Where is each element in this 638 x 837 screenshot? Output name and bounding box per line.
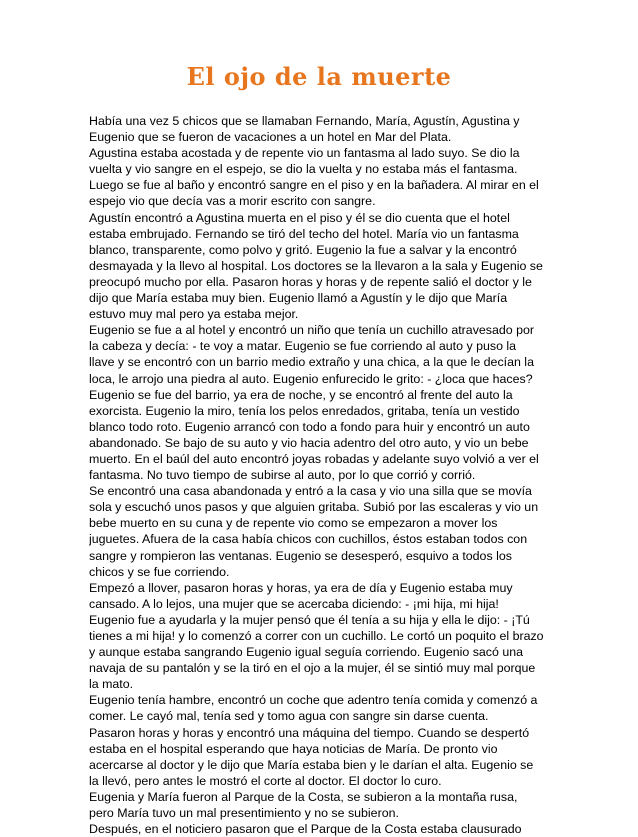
text-line: sola y escuchó unos pasos y que alguien gritaba. Subió por las escaleras y vio un [89,500,539,515]
text-line: acercarse al doctor y le dijo que María estaba bien y le darían el alta. Eugenio se [89,757,534,772]
text-line: Luego se fue al baño y encontró sangre en el piso y en la bañadera. Al mirar en el [89,178,539,193]
text-line: Eugenio tenía hambre, encontró un coche que adentro tenía comida y comenzó a [89,693,538,708]
text-line: juguetes. Afuera de la casa había chicos con cuchillos, éstos estaban todos con [89,532,528,547]
text-line: blanco todo roto. Eugenio arrancó con todo a fondo para huir y encontró un auto [89,419,530,434]
text-line: Eugenio se fue a al hotel y encontró un niño que tenía un cuchillo atravesado por [89,323,534,338]
text-line: la mato. [89,677,134,692]
text-line: estuvo muy mal pero ya estaba mejor. [89,307,299,322]
text-line: comer. Le cayó mal, tenía sed y tomo agua con sangre sin darse cuenta. [89,709,489,724]
text-line: Agustina estaba acostada y de repente vio un fantasma al lado suyo. Se dio la [89,146,520,161]
text-line: preocupó mucho por ella. Pasaron horas y horas y de repente salió el doctor y le [89,274,532,289]
document-body [89,113,559,837]
text-line: fantasma. No tuvo tiempo de subirse al auto, por lo que corrió y corrió. [89,468,476,483]
text-line: estaba en el hospital esperando que haya noticias de María. De pronto vio [89,741,498,756]
text-line: espejo vio que decía vas a morir escrito con sangre. [89,194,376,209]
text-line: Había una vez 5 chicos que se llamaban Fernando, María, Agustín, Agustina y [89,114,520,128]
text-line: dijo que María estaba muy bien. Eugenio llamó a Agustín y le dijo que María [89,291,508,306]
text-line: pero María tuvo un mal presentimiento y no se subieron. [89,806,399,821]
text-line: desmayada y la llevo al hospital. Los doctores se la llevaron a la sala y Eugenio se [89,258,543,273]
text-line: navaja de su pantalón y se la tiró en el ojo a la mujer, él se sintió muy mal porque [89,661,536,676]
text-line: Pasaron horas y horas y encontró una máquina del tiempo. Cuando se despertó [89,725,530,740]
text-line: Eugenia y María fueron al Parque de la Costa, se subieron a la montaña rusa, [89,789,518,804]
text-line: exorcista. Eugenio la miro, tenía los pelos enredados, gritaba, tenía un vestido [89,403,520,418]
text-line: Agustín encontró a Agustina muerta en el piso y él se dio cuenta que el hotel [89,210,510,225]
text-line: Empezó a llover, pasaron horas y horas, ya era de día y Eugenio estaba muy [89,580,513,595]
text-line: loca, le arrojo una piedra al auto. Eugenio enfurecido le grito: - ¿loca que haces? [89,371,533,386]
text-line: chicos y se fue corriendo. [89,564,230,579]
text-line: Después, en el noticiero pasaron que el Parque de la Costa estaba clausurado [89,822,522,837]
text-line: y aunque estaba sangrando Eugenio igual seguía corriendo. Eugenio sacó una [89,645,523,660]
text-line: la cabeza y decía: - te voy a matar. Eugenio se fue corriendo al auto y puso la [89,339,517,354]
text-line: tienes a mi hija! y lo comenzó a correr con un cuchillo. Le cortó un poquito el brazo [89,629,544,643]
text-line: abandonado. Se bajo de su auto y vio hacia adentro del otro auto, y vio un bebe [89,435,529,450]
text-line: Eugenio se fue del barrio, ya era de noche, y se encontró al frente del auto la [89,387,513,402]
text-line: cansado. A lo lejos, una mujer que se acercaba diciendo: - ¡mi hija, mi hija! [89,596,499,611]
text-line: la llevó, pero antes le mostró el corte al doctor. El doctor lo curo. [89,773,442,788]
text-line: vuelta y vio sangre en el espejo, se dio la vuelta y no estaba más el fantasma. [89,162,518,177]
text-line: muerto. En el baúl del auto encontró joyas robadas y adelante suyo volvió a ver el [89,451,539,466]
text-line: Se encontró una casa abandonada y entró a la casa y vio una silla que se movía [89,484,532,499]
document-title: El ojo de la muerte [186,62,452,91]
text-line: Eugenio fue a ayudarla y la mujer pensó que él tenía a su hija y ella le dijo: - ¡Tú [89,612,530,627]
text-line: llave y se encontró con un barrio medio extraño y una chica, a la que le decían la [89,355,534,370]
text-line: sangre y rompieron las ventanas. Eugenio se desesperó, esquivo a todos los [89,548,512,563]
text-line: estaba embrujado. Fernando se tiró del techo del hotel. María vio un fantasma [89,226,519,241]
text-line: bebe muerto en su cuna y de repente vio como se empezaron a mover los [89,516,498,531]
text-line: Eugenio que se fueron de vacaciones a un hotel en Mar del Plata. [89,130,452,145]
text-line: blanco, transparente, como polvo y gritó. Eugenio la fue a salvar y la encontró [89,242,517,257]
